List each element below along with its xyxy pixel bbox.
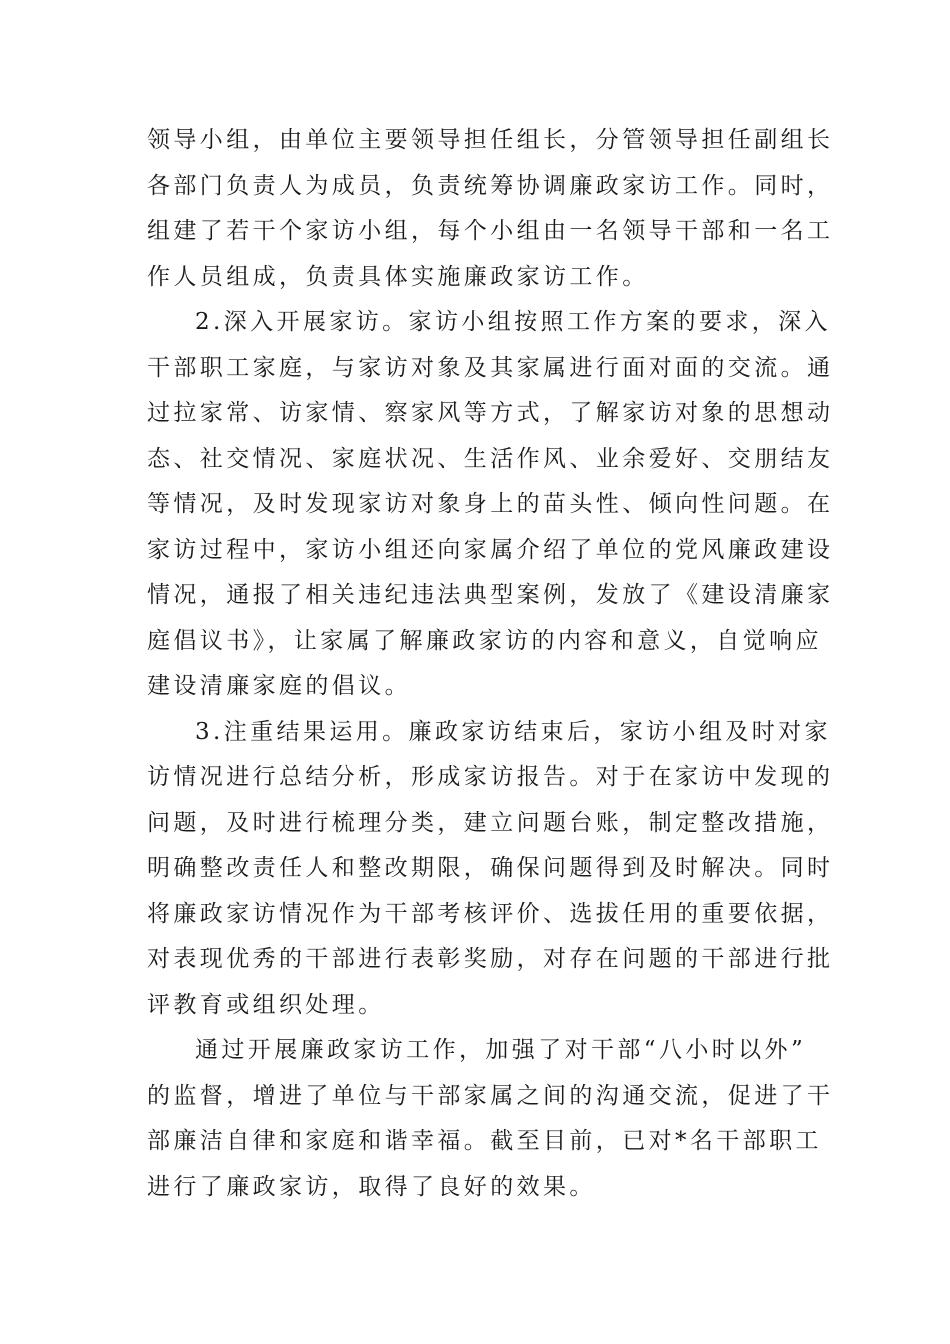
text-line: 问题，及时进行梳理分类，建立问题台账，制定整改措施， — [147, 809, 834, 836]
text-line: 访情况进行总结分析，形成家访报告。对于在家访中发现的 — [147, 764, 834, 790]
paragraph-leadership-group — [147, 118, 834, 300]
document-body — [147, 118, 834, 1210]
text-line: 通过开展廉政家访工作，加强了对干部“八小时以外” — [195, 1037, 807, 1063]
text-line: 干部职工家庭，与家访对象及其家属进行面对面的交流。通 — [147, 354, 834, 381]
text-line: 情况，通报了相关违纪违法典型案例，发放了《建设清廉家 — [147, 582, 834, 608]
text-line: 3.注重结果运用。廉政家访结束后，家访小组及时对家 — [195, 718, 831, 745]
text-line: 态、社交情况、家庭状况、生活作风、业余爱好、交朋结友 — [147, 445, 834, 472]
text-line: 评教育或组织处理。 — [147, 991, 385, 1018]
text-line: 建设清廉家庭的倡议。 — [147, 673, 411, 699]
text-line: 作人员组成，负责具体实施廉政家访工作。 — [147, 263, 649, 290]
text-line: 的监督，增进了单位与干部家属之间的沟通交流，促进了干 — [147, 1082, 834, 1109]
text-line: 部廉洁自律和家庭和谐幸福。截至目前，已对*名干部职工 — [147, 1128, 822, 1154]
text-line: 将廉政家访情况作为干部考核评价、选拔任用的重要依据， — [147, 900, 834, 927]
text-line: 2.深入开展家访。家访小组按照工作方案的要求，深入 — [195, 309, 831, 335]
paragraph-home-visits — [147, 300, 834, 710]
text-line: 领导小组，由单位主要领导担任组长，分管领导担任副组长 — [147, 127, 834, 153]
text-line: 等情况，及时发现家访对象身上的苗头性、倾向性问题。在 — [147, 491, 834, 517]
text-line: 组建了若干个家访小组，每个小组由一名领导干部和一名工 — [147, 218, 834, 244]
text-line: 过拉家常、访家情、察家风等方式，了解家访对象的思想动 — [147, 400, 834, 426]
text-line: 明确整改责任人和整改期限，确保问题得到及时解决。同时 — [147, 855, 834, 881]
paragraph-conclusion — [147, 1028, 834, 1210]
text-line: 进行了廉政家访，取得了良好的效果。 — [147, 1173, 596, 1200]
text-line: 家访过程中，家访小组还向家属介绍了单位的党风廉政建设 — [147, 536, 834, 563]
paragraph-result-application — [147, 710, 834, 1029]
text-line: 对表现优秀的干部进行表彰奖励，对存在问题的干部进行批 — [147, 946, 834, 972]
text-line: 庭倡议书》，让家属了解廉政家访的内容和意义，自觉响应 — [147, 627, 822, 654]
text-line: 各部门负责人为成员，负责统筹协调廉政家访工作。同时， — [147, 172, 834, 199]
